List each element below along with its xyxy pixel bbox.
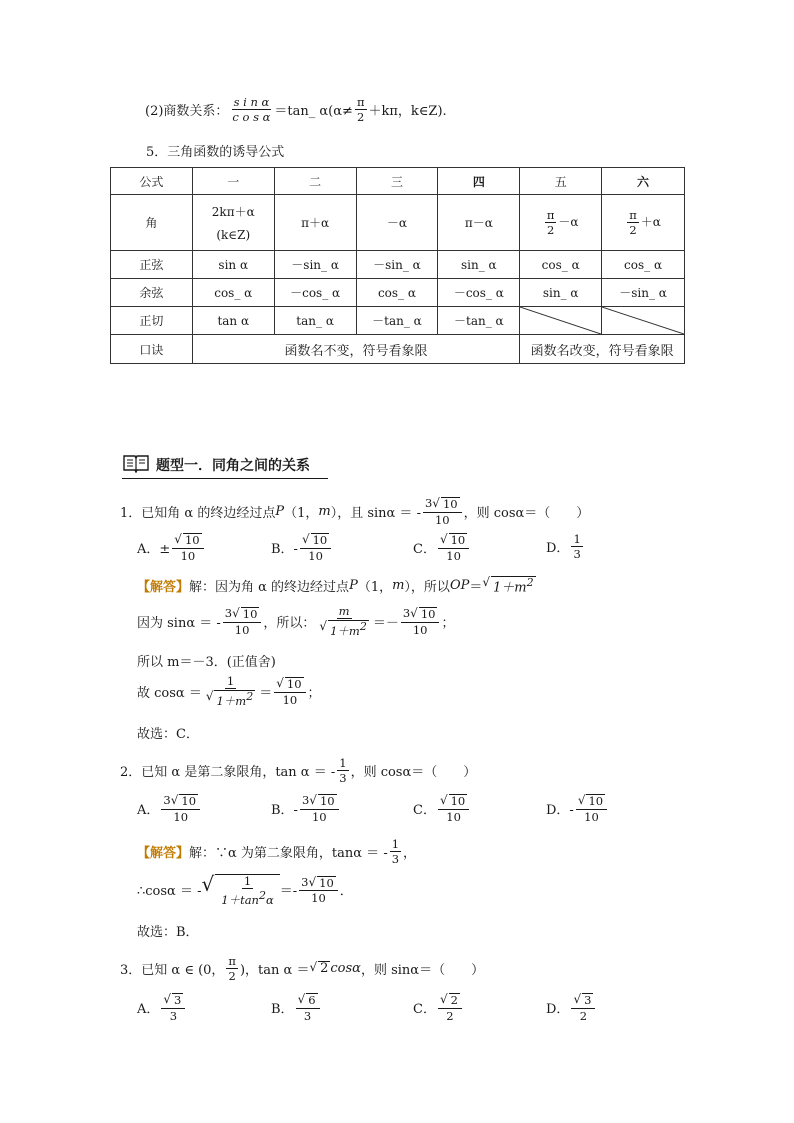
- table-cell: π－α: [438, 195, 520, 251]
- quotient-prefix: (2)商数关系：: [145, 104, 229, 120]
- q2-option-a[interactable]: A． 3 √ 10 10: [137, 794, 202, 823]
- table-cell: 五: [520, 168, 602, 195]
- diagonal-line: [520, 307, 601, 334]
- table-cell: 正弦: [111, 251, 193, 279]
- table-row-angle: [111, 195, 685, 251]
- table-cell: 函数名改变，符号看象限: [520, 335, 685, 364]
- section-title: 题型一．同角之间的关系: [156, 458, 310, 474]
- q1-option-c[interactable]: C． √ 10 10: [413, 533, 471, 562]
- book-icon: [122, 453, 150, 477]
- answer-tag: 【解答】: [137, 580, 190, 596]
- table-cell: $\frac{\pi}{2}$ －α: [520, 195, 602, 251]
- q3-option-d[interactable]: D． √ 3 2: [546, 993, 597, 1022]
- table-cell: 角: [111, 195, 193, 251]
- table-cell: －cos_ α: [438, 279, 520, 307]
- q1-answer-line3: 所以 m＝－3．(正值舍): [137, 655, 276, 670]
- table-cell: 六: [602, 168, 685, 195]
- q2-answer-line3: 故选：B．: [137, 925, 199, 940]
- q1-answer-line1: 【解答】 解：因为角 α 的终边经过点 P （1， m ），所以 OP ＝ √ $1+m^2$: [137, 575, 534, 596]
- table-cell: －cos_ α: [274, 279, 356, 307]
- table-row-cos: [111, 279, 685, 307]
- table-cell: 函数名不变，符号看象限: [192, 335, 519, 364]
- table-cell: 口诀: [111, 335, 193, 364]
- table-cell: 正切: [111, 307, 193, 335]
- table-cell: －sin_ α: [356, 251, 438, 279]
- table-cell: cos_ α: [520, 251, 602, 279]
- table-cell-empty-diagonal: [602, 307, 685, 335]
- q3-option-c[interactable]: C． √ 2 2: [413, 993, 464, 1022]
- quotient-relation: (2)商数关系： $\frac{\text{s i n α}}{\text{c o s α}}$ ＝tan_ α(α≠ $\frac{\pi}{2}$ ＋kπ，k∈Z).: [145, 95, 447, 125]
- table-cell: $\frac{\pi}{2}$ ＋α: [602, 195, 685, 251]
- q2-answer-line2: ∴cosα ＝ - √ $\frac{1}{1+\tan^2\alpha}$ ＝- 3 √ 10 10 ．: [137, 872, 353, 907]
- table-cell: π＋α: [274, 195, 356, 251]
- table-cell: tan α: [192, 307, 274, 335]
- table-cell: 公式: [111, 168, 193, 195]
- q1-answer-line2: 因为 sinα ＝ - 3 √ 10 10 ，所以： m √ $1+m^2$ ＝ － 3 √ 10 10 ；: [137, 604, 455, 638]
- table-cell: sin_ α: [438, 251, 520, 279]
- answer-tag: 【解答】: [137, 846, 190, 862]
- table-cell: 二: [274, 168, 356, 195]
- table-cell: 一: [192, 168, 274, 195]
- table-row-sin: [111, 251, 685, 279]
- table-cell: 余弦: [111, 279, 193, 307]
- table-cell: sin α: [192, 251, 274, 279]
- table-cell: 四: [438, 168, 520, 195]
- table-cell: －sin_ α: [274, 251, 356, 279]
- table-cell: cos_ α: [602, 251, 685, 279]
- q2-stem: 2．已知 α 是第二象限角，tan α ＝ - $\frac{1}{3}$ ，则 cosα＝（ ）: [120, 756, 477, 786]
- q3-stem: 3．已知 α ∈ (0， $\frac{\pi}{2}$ )，tan α ＝ √ 2 cosα ，则 sinα＝（ ）: [120, 954, 485, 984]
- table-cell: tan_ α: [274, 307, 356, 335]
- section-underline: [122, 478, 328, 479]
- q2-option-d[interactable]: D．- √ 10 10: [546, 794, 609, 823]
- q1-option-a[interactable]: A．± √ 10 10: [137, 533, 206, 562]
- pi-over-two: $\frac{\pi}{2}$: [356, 95, 365, 125]
- table-cell: －tan_ α: [438, 307, 520, 335]
- q1-answer-line5: 故选：C．: [137, 727, 199, 742]
- q2-answer-line1: 【解答】 解：∵α 为第二象限角，tanα ＝ - $\frac{1}{3}$ ，: [137, 837, 417, 867]
- table-cell: －tan_ α: [356, 307, 438, 335]
- table-cell: －α: [356, 195, 438, 251]
- diagonal-line: [602, 307, 684, 334]
- q3-option-a[interactable]: A． √ 3 3: [137, 993, 187, 1022]
- q2-option-c[interactable]: C． √ 10 10: [413, 794, 471, 823]
- table-cell: 2kπ＋α (k∈Z): [192, 195, 274, 251]
- q1-option-d[interactable]: D． $\frac{1}{3}$: [546, 532, 581, 562]
- q1-answer-line4: 故 cosα ＝ 1 √ $1+m^2$ ＝ √ 10 10 ；: [137, 674, 321, 708]
- table-cell-empty-diagonal: [520, 307, 602, 335]
- table-row-tan: [111, 307, 685, 335]
- table-cell: 三: [356, 168, 438, 195]
- q1-stem: 1．已知角 α 的终边经过点 P （1， m ），且 sinα ＝ - 3 √ 10 10 ，则 cosα＝（ ）: [120, 496, 590, 527]
- table-cell: cos_ α: [192, 279, 274, 307]
- q1-option-b[interactable]: B．- √ 10 10: [271, 533, 333, 562]
- table-cell: －sin_ α: [602, 279, 685, 307]
- q2-option-b[interactable]: B．- 3 √ 10 10: [271, 794, 341, 823]
- sin-over-cos: $\frac{\text{s i n α}}{\text{c o s α}}$: [232, 95, 271, 125]
- table-row-mnemonic: [111, 335, 685, 364]
- q3-option-b[interactable]: B． √ 6 3: [271, 993, 322, 1022]
- table-header-row: [111, 168, 685, 195]
- heading-induction-formulas: 5．三角函数的诱导公式: [146, 145, 285, 160]
- table-cell: cos_ α: [356, 279, 438, 307]
- section-heading: [122, 453, 310, 477]
- table-cell: sin_ α: [520, 279, 602, 307]
- induction-formula-table: [110, 167, 685, 364]
